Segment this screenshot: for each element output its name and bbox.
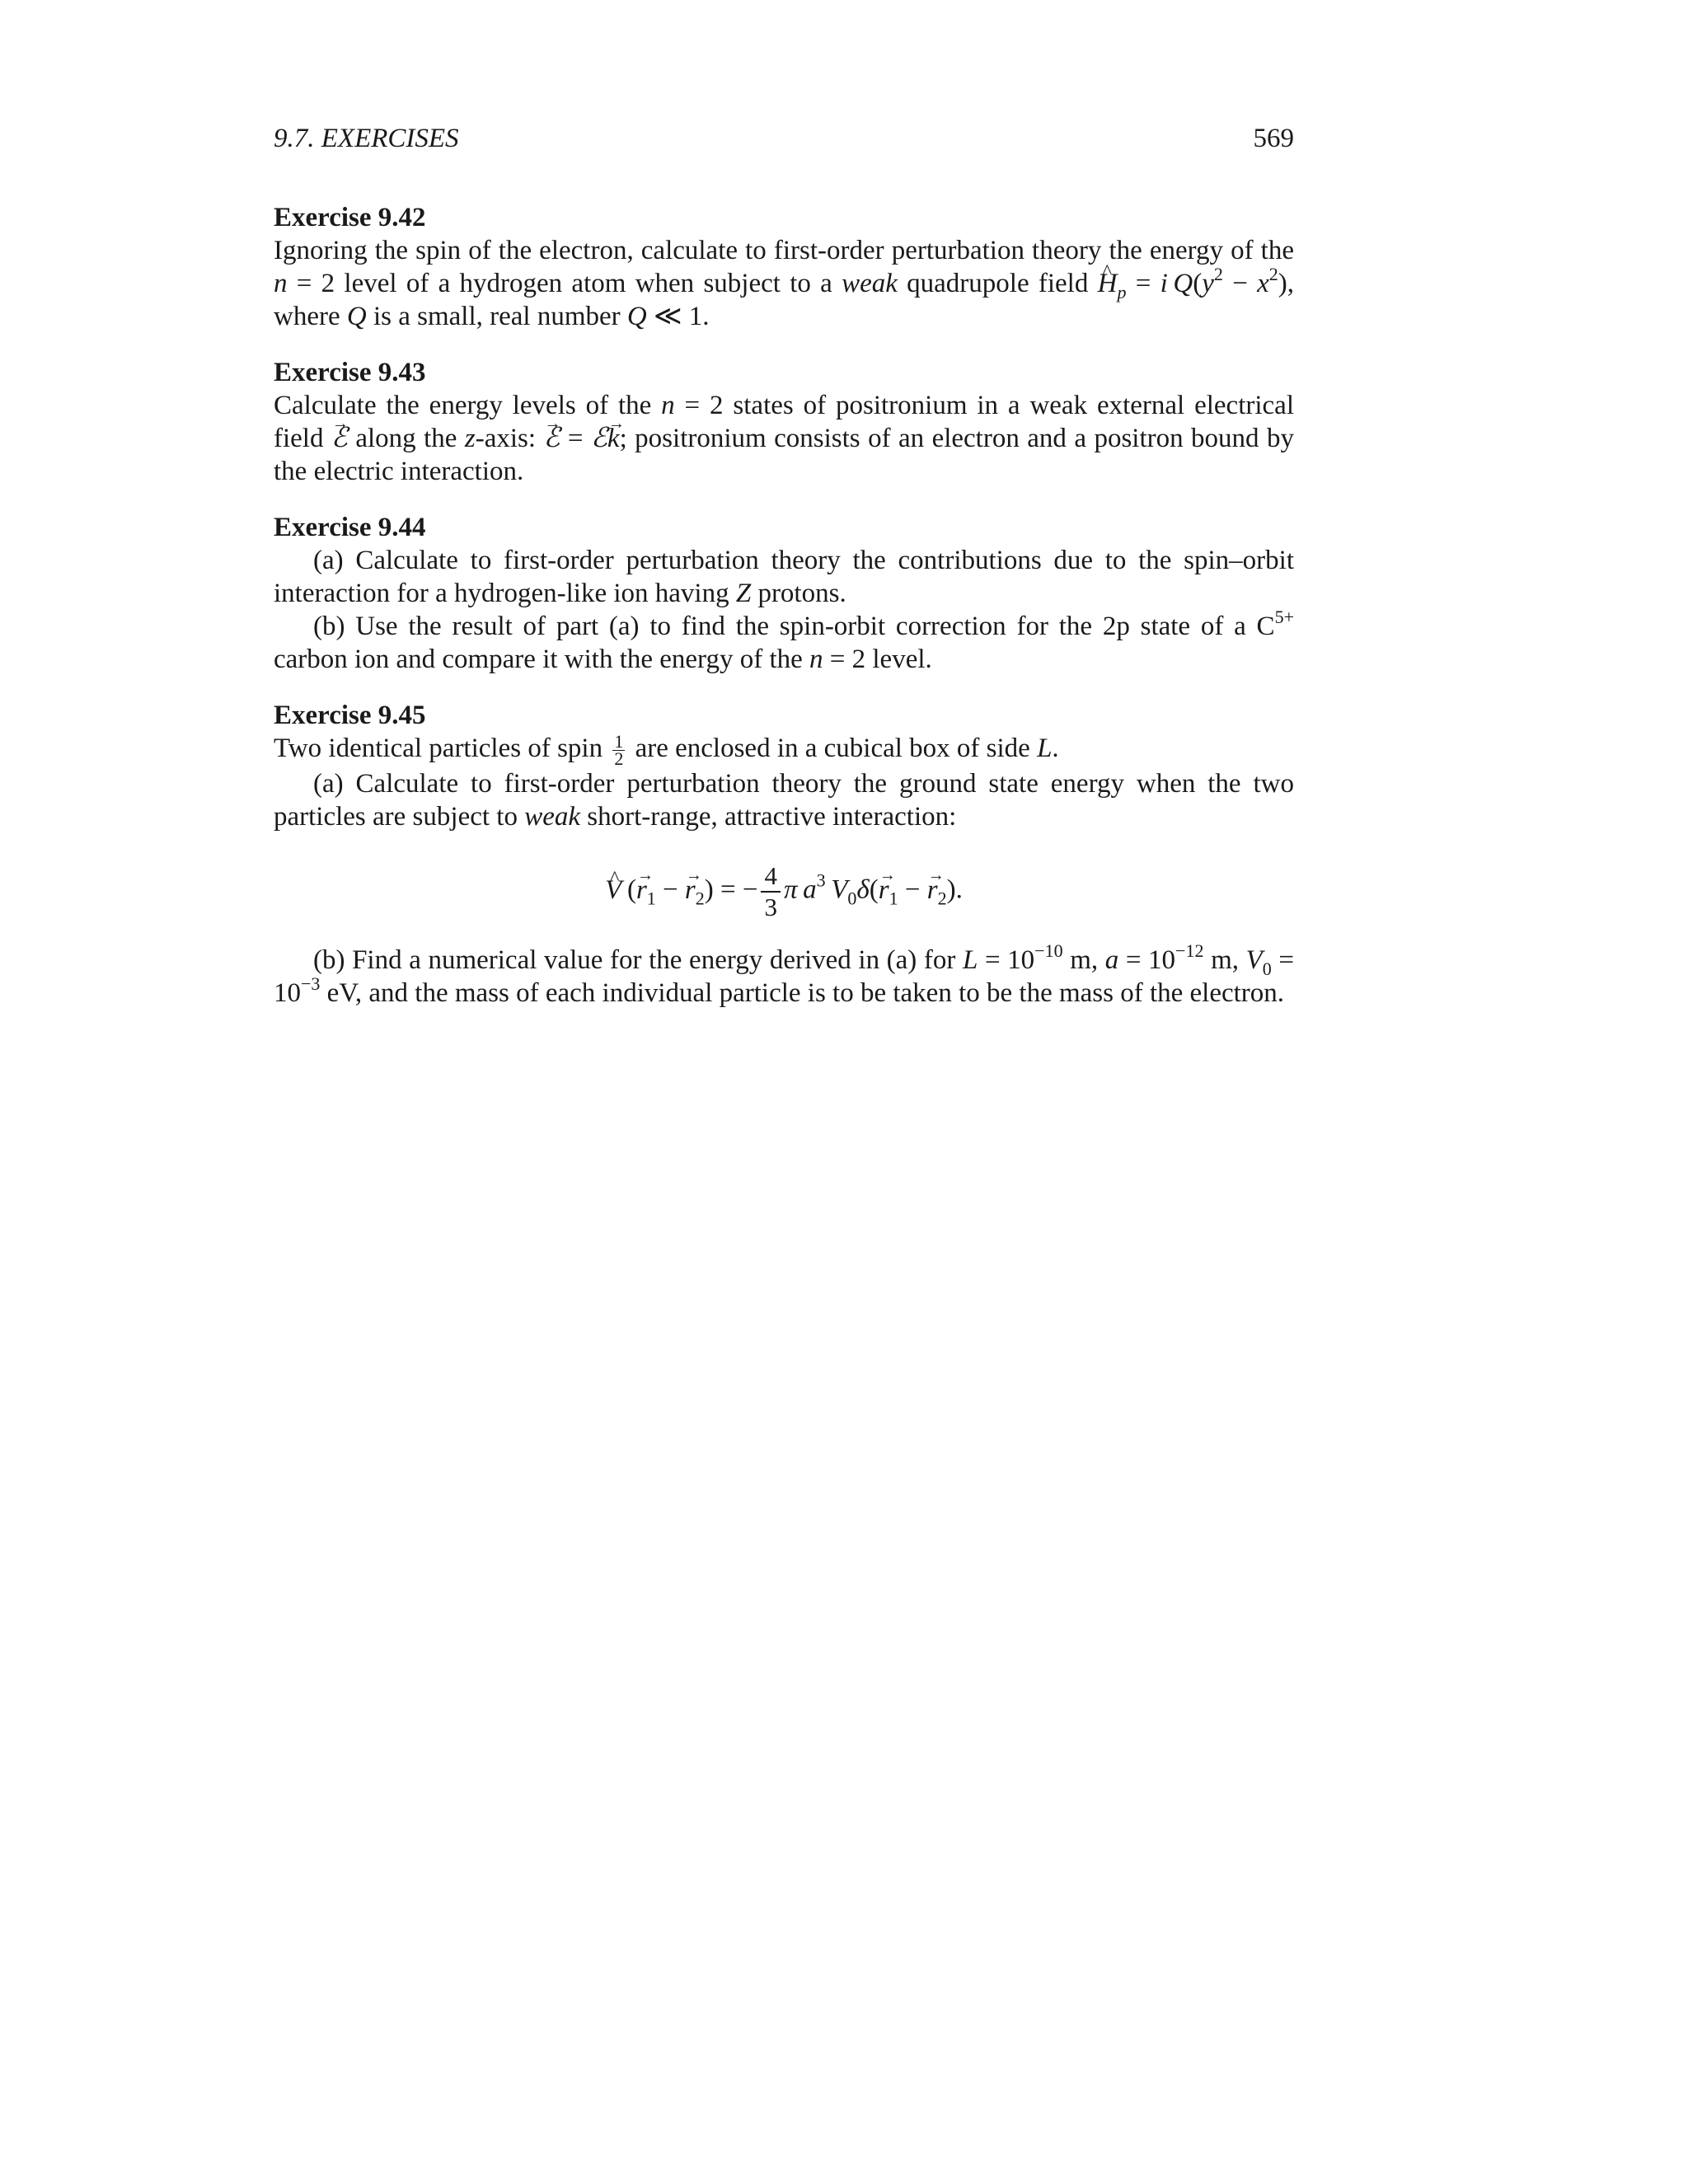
text: (a) Calculate to first-order perturbation theory the contributions due to the spin–orbit interaction for a hydrogen-like ion having xyxy=(274,546,1294,608)
exercise-part-b: (b) Use the result of part (a) to find the spin-orbit correction for the 2p state of a $C^{5+}$ carbon ion and compare it with the energy of the n = 2 level. xyxy=(274,607,1294,674)
text: are enclosed in a cubical box of side xyxy=(628,733,1038,763)
text: m, xyxy=(1203,944,1246,975)
exercise-title: Exercise 9.43 xyxy=(274,358,426,387)
text: Ignoring the spin of the electron, calculate to first-order perturbation theory the energy of the xyxy=(274,236,1294,265)
exercise-9-44 xyxy=(274,511,1294,676)
text: Two identical particles of spin xyxy=(274,733,610,763)
text: quadrupole field xyxy=(897,269,1098,298)
text: = 2 states of positronium in a weak external electrical field xyxy=(274,391,1294,453)
exercise-title: Exercise 9.42 xyxy=(274,203,426,232)
display-equation: ^ V (→ $r_1$ − → $r_2$) = − $\frac{4}{3}$ π $a^3$ $V_0\delta(\to r_1$ − → $r_2$). xyxy=(274,861,1294,922)
exercise-9-43 xyxy=(274,356,1294,488)
text-emphasis: weak xyxy=(842,269,898,298)
exercise-part-b: (b) Find a numerical value for the energy derived in (a) for $L = 10^{-10}$ m, $a = 10^{-12}$ m, $V_0 = 10^{-3}$ eV, and the mass of each individual particle is to be taken to be the mass of the electron. xyxy=(274,940,1294,1008)
text: Calculate the energy levels of the xyxy=(274,391,662,420)
math-fraction-four-thirds: $\frac{4}{3}$ xyxy=(761,861,781,922)
exercise-title: Exercise 9.45 xyxy=(274,701,426,730)
text: m, xyxy=(1062,944,1105,975)
text: ; positronium consists of an electron and a positron bound by the electric interaction. xyxy=(274,424,1294,486)
text: ≪ 1. xyxy=(646,302,710,331)
text: (a) Calculate to first-order perturbation theory the ground state energy when the two particles are subject to xyxy=(274,768,1294,832)
text: = 10 xyxy=(1118,944,1176,975)
text-emphasis: weak xyxy=(524,801,581,832)
math-fraction-half: $\frac{1}{2}$ xyxy=(614,730,624,769)
text: eV, and the mass of each individual particle is to be taken to be the mass of the electron. xyxy=(320,977,1285,1008)
text: = xyxy=(1126,269,1160,298)
text: = xyxy=(560,424,591,453)
text: short-range, attractive interaction: xyxy=(580,801,957,832)
text: protons. xyxy=(751,579,846,608)
text: = 10 xyxy=(978,944,1035,975)
exercise-body: Calculate the energy levels of the n = 2 states of positronium in a weak external electrical field → ℰ along the z-axis: → ℰ = ℰ→ k; positronium consists of an electron and a positron bound by the electric interaction. xyxy=(274,389,1294,488)
math-perturbation-hamiltonian: ^ $H_p = i$ $Q(y^2 - x^2)$, xyxy=(1098,269,1294,298)
running-header-section: 9.7. EXERCISES xyxy=(274,124,459,153)
text: (b) Find a numerical value for the energy derived in (a) for xyxy=(313,944,963,975)
text: -axis: xyxy=(475,424,544,453)
text: is a small, real number xyxy=(366,302,627,331)
exercise-title: Exercise 9.44 xyxy=(274,513,426,542)
text: carbon ion and compare it with the energy of the xyxy=(274,644,810,674)
exercise-part-a xyxy=(274,767,1294,833)
exercise-intro: Two identical particles of spin $\frac{1}{2}$ are enclosed in a cubical box of side L. xyxy=(274,730,1059,769)
text: = 2 level of a hydrogen atom when subject to a xyxy=(287,269,842,298)
text: = 10 xyxy=(274,944,1294,1008)
exercise-9-45 xyxy=(274,699,1294,1010)
text: along the xyxy=(347,424,465,453)
text: = 2 level. xyxy=(823,644,932,674)
math-field-vector: → ℰ xyxy=(331,422,348,455)
page-content xyxy=(274,201,1294,1033)
page-number: 569 xyxy=(1253,124,1294,153)
exercise-9-42 xyxy=(274,201,1294,333)
exercise-body: Ignoring the spin of the electron, calculate to first-order perturbation theory the energy of the n = 2 level of a hydrogen atom when subject to a weak quadrupole field ^ $H_p = i$ $Q(y^2 - x^2)$, where Q is a small, real number Q ≪ 1. xyxy=(274,234,1294,333)
exercise-part-a: (a) Calculate to first-order perturbation theory the contributions due to the spin–orbit interaction for a hydrogen-like ion having Z protons. xyxy=(274,546,1294,608)
text: (b) Use the result of part (a) to find the spin-orbit correction for the 2p state of a C xyxy=(313,612,1275,641)
text: where xyxy=(274,302,347,331)
